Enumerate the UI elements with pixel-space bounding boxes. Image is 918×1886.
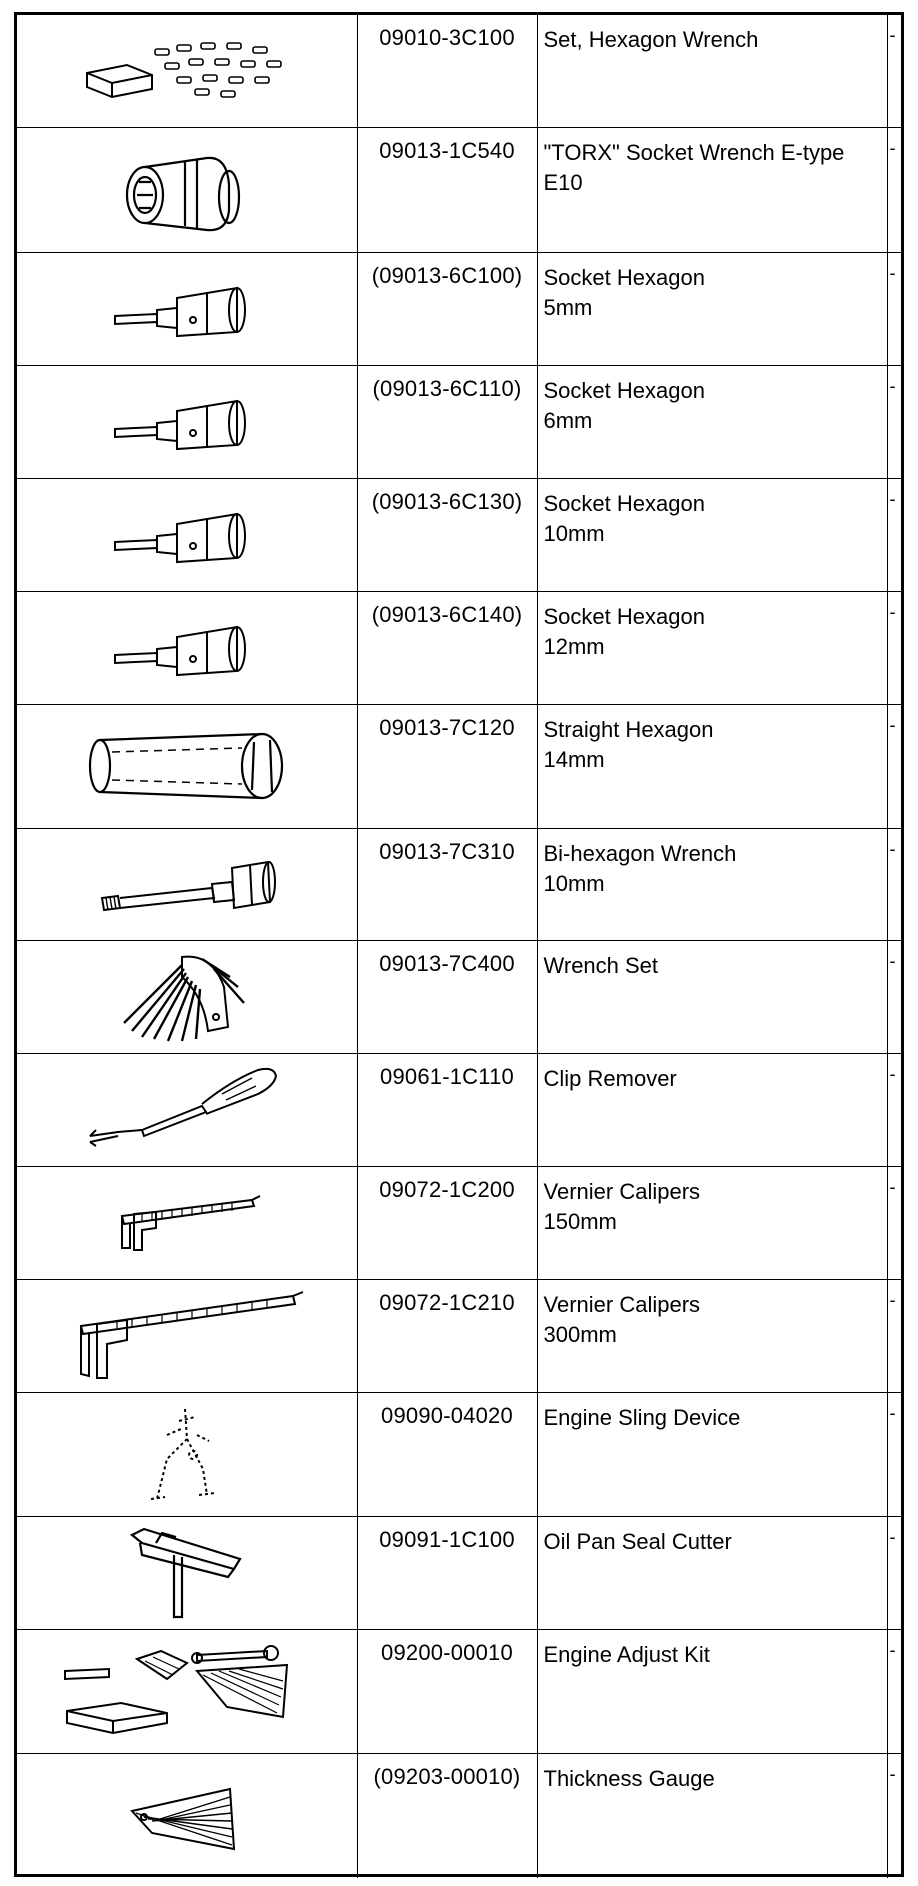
straight-hexagon-icon — [82, 726, 292, 806]
table-row — [17, 704, 901, 828]
table-row — [17, 1753, 901, 1878]
tool-illustration-cell — [17, 15, 357, 127]
part-number: (09203-00010) — [357, 1753, 537, 1878]
table-row — [17, 828, 901, 940]
part-number: 09013-7C310 — [357, 828, 537, 940]
table-row — [17, 591, 901, 704]
part-number: 09091-1C100 — [357, 1516, 537, 1629]
quantity-dash: - — [887, 365, 901, 478]
part-number: 09072-1C200 — [357, 1166, 537, 1279]
part-number: 09090-04020 — [357, 1392, 537, 1516]
tool-description: Socket Hexagon 10mm — [537, 478, 887, 591]
bi-hexagon-wrench-icon — [92, 844, 282, 924]
tool-illustration-cell — [17, 1166, 357, 1279]
part-number: 09010-3C100 — [357, 15, 537, 127]
tool-illustration-cell — [17, 252, 357, 365]
tool-description: Engine Sling Device — [537, 1392, 887, 1516]
tool-description: Bi-hexagon Wrench 10mm — [537, 828, 887, 940]
quantity-dash: - — [887, 940, 901, 1053]
quantity-dash: - — [887, 1166, 901, 1279]
tool-illustration-cell — [17, 478, 357, 591]
quantity-dash: - — [887, 1392, 901, 1516]
tool-description: Engine Adjust Kit — [537, 1629, 887, 1753]
tool-illustration-cell — [17, 704, 357, 828]
tool-description: Thickness Gauge — [537, 1753, 887, 1878]
engine-adjust-kit-icon — [57, 1641, 317, 1741]
tool-illustration-cell — [17, 1629, 357, 1753]
hex-socket-icon — [107, 387, 267, 457]
table-row — [17, 252, 901, 365]
vernier-calipers-small-icon — [112, 1188, 262, 1258]
tool-illustration-cell — [17, 1279, 357, 1392]
table-row — [17, 1629, 901, 1753]
table-row — [17, 1392, 901, 1516]
tool-table-sheet — [14, 12, 904, 1877]
tool-description: Clip Remover — [537, 1053, 887, 1166]
table-row — [17, 478, 901, 591]
tool-description: Vernier Calipers 150mm — [537, 1166, 887, 1279]
table-row — [17, 15, 901, 127]
table-row — [17, 1516, 901, 1629]
tool-illustration-cell — [17, 1053, 357, 1166]
part-number: 09013-7C120 — [357, 704, 537, 828]
table-row — [17, 1166, 901, 1279]
part-number: (09013-6C140) — [357, 591, 537, 704]
quantity-dash: - — [887, 1753, 901, 1878]
quantity-dash: - — [887, 1629, 901, 1753]
tool-illustration-cell — [17, 828, 357, 940]
quantity-dash: - — [887, 127, 901, 252]
table-row — [17, 1279, 901, 1392]
tool-description: Vernier Calipers 300mm — [537, 1279, 887, 1392]
quantity-dash: - — [887, 1053, 901, 1166]
tool-description: Oil Pan Seal Cutter — [537, 1516, 887, 1629]
quantity-dash: - — [887, 704, 901, 828]
part-number: 09013-7C400 — [357, 940, 537, 1053]
tool-illustration-cell — [17, 127, 357, 252]
special-tools-table — [17, 15, 901, 1878]
quantity-dash: - — [887, 591, 901, 704]
tool-illustration-cell — [17, 940, 357, 1053]
table-row — [17, 1053, 901, 1166]
thickness-gauge-icon — [122, 1771, 252, 1861]
engine-sling-icon — [137, 1399, 237, 1509]
quantity-dash: - — [887, 15, 901, 127]
part-number: 09200-00010 — [357, 1629, 537, 1753]
hex-socket-icon — [107, 500, 267, 570]
quantity-dash: - — [887, 828, 901, 940]
tool-description: Socket Hexagon 6mm — [537, 365, 887, 478]
vernier-calipers-large-icon — [67, 1286, 307, 1386]
tool-description: "TORX" Socket Wrench E-type E10 — [537, 127, 887, 252]
tool-illustration-cell — [17, 1392, 357, 1516]
tool-description: Socket Hexagon 5mm — [537, 252, 887, 365]
part-number: 09072-1C210 — [357, 1279, 537, 1392]
quantity-dash: - — [887, 252, 901, 365]
table-row — [17, 365, 901, 478]
part-number: 09013-1C540 — [357, 127, 537, 252]
tool-description: Socket Hexagon 12mm — [537, 591, 887, 704]
quantity-dash: - — [887, 1516, 901, 1629]
hexagon-wrench-set-icon — [77, 31, 297, 111]
part-number: (09013-6C100) — [357, 252, 537, 365]
tool-illustration-cell — [17, 1753, 357, 1878]
hex-socket-icon — [107, 613, 267, 683]
folding-wrench-set-icon — [112, 947, 262, 1047]
part-number: 09061-1C110 — [357, 1053, 537, 1166]
table-row — [17, 940, 901, 1053]
part-number: (09013-6C110) — [357, 365, 537, 478]
tool-description: Wrench Set — [537, 940, 887, 1053]
tool-description: Straight Hexagon 14mm — [537, 704, 887, 828]
torx-socket-icon — [107, 140, 267, 240]
clip-remover-icon — [82, 1060, 292, 1160]
hex-socket-icon — [107, 274, 267, 344]
quantity-dash: - — [887, 1279, 901, 1392]
quantity-dash: - — [887, 478, 901, 591]
seal-cutter-icon — [122, 1523, 252, 1623]
tool-description: Set, Hexagon Wrench — [537, 15, 887, 127]
tool-illustration-cell — [17, 1516, 357, 1629]
table-row — [17, 127, 901, 252]
tool-illustration-cell — [17, 591, 357, 704]
part-number: (09013-6C130) — [357, 478, 537, 591]
tool-illustration-cell — [17, 365, 357, 478]
